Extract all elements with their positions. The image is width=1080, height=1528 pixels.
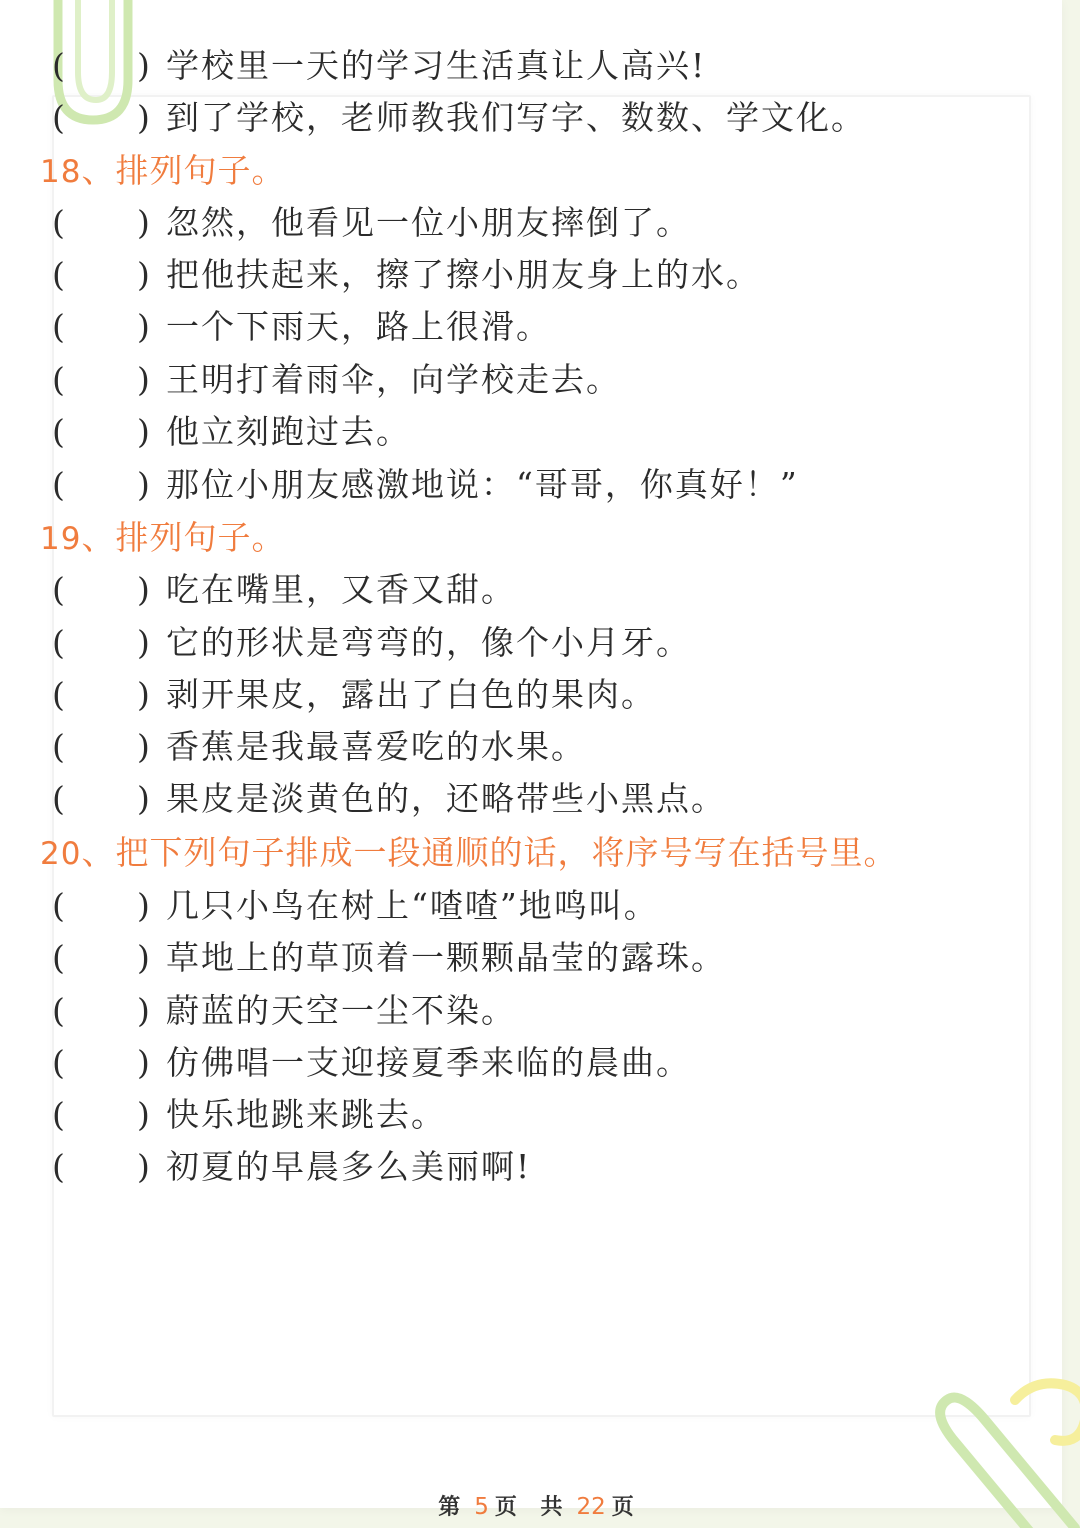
answer-bracket-open[interactable]: ( [52, 623, 67, 662]
answer-bracket-close[interactable]: ) [137, 465, 152, 504]
answer-bracket-close[interactable]: ) [137, 1147, 152, 1186]
answer-bracket-open[interactable]: ( [52, 1095, 67, 1134]
sentence-text: 吃在嘴里，又香又甜。 [166, 570, 516, 609]
answer-bracket-open[interactable]: ( [52, 991, 67, 1030]
question-heading-18 [40, 145, 285, 197]
sentence-text: 仿佛唱一支迎接夏季来临的晨曲。 [166, 1043, 691, 1082]
answer-bracket-open[interactable]: ( [52, 675, 67, 714]
footer-middle: 页 共 [494, 1494, 571, 1520]
question-heading-19 [40, 512, 285, 564]
answer-bracket-close[interactable]: ) [137, 46, 152, 85]
answer-bracket-open[interactable]: ( [52, 779, 67, 818]
answer-bracket-close[interactable]: ) [137, 1095, 152, 1134]
sentence-text: 草地上的草顶着一颗颗晶莹的露珠。 [166, 938, 726, 977]
sentence-text: 快乐地跳来跳去。 [166, 1095, 446, 1134]
answer-bracket-close[interactable]: ) [137, 203, 152, 242]
answer-bracket-close[interactable]: ) [137, 886, 152, 925]
sentence-text: 学校里一天的学习生活真让人高兴! [166, 46, 707, 85]
sentence-text: 几只小鸟在树上“喳喳”地鸣叫。 [166, 886, 659, 925]
question-heading-20 [40, 827, 897, 879]
answer-bracket-open[interactable]: ( [52, 1043, 67, 1082]
answer-bracket-close[interactable]: ) [137, 255, 152, 294]
footer-suffix: 页 [611, 1494, 642, 1520]
question-title: 、把下列句子排成一段通顺的话，将序号写在括号里。 [81, 833, 898, 872]
answer-bracket-open[interactable]: ( [52, 307, 67, 346]
sentence-text: 初夏的早晨多么美丽啊! [166, 1147, 532, 1186]
current-page-number: 5 [474, 1494, 489, 1520]
answer-bracket-open[interactable]: ( [52, 255, 67, 294]
answer-bracket-close[interactable]: ) [137, 98, 152, 137]
sentence-text: 果皮是淡黄色的，还略带些小黑点。 [166, 779, 726, 818]
sentence-text: 把他扶起来，擦了擦小朋友身上的水。 [166, 255, 761, 294]
footer-prefix: 第 [438, 1494, 469, 1520]
answer-bracket-open[interactable]: ( [52, 203, 67, 242]
sentence-text: 王明打着雨伞，向学校走去。 [166, 360, 621, 399]
answer-bracket-close[interactable]: ) [137, 675, 152, 714]
sentence-text: 他立刻跑过去。 [166, 412, 411, 451]
sentence-text: 那位小朋友感激地说：“哥哥，你真好！” [166, 465, 799, 504]
total-page-count: 22 [576, 1494, 606, 1520]
sentence-text: 蔚蓝的天空一尘不染。 [166, 991, 516, 1030]
question-number: 18 [40, 154, 82, 190]
sentence-text: 香蕉是我最喜爱吃的水果。 [166, 727, 586, 766]
answer-bracket-open[interactable]: ( [52, 886, 67, 925]
sentence-text: 忽然，他看见一位小朋友摔倒了。 [166, 203, 691, 242]
question-number: 19 [40, 521, 82, 557]
question-title: 、排列句子。 [81, 151, 286, 190]
answer-bracket-open[interactable]: ( [52, 412, 67, 451]
answer-bracket-open[interactable]: ( [52, 360, 67, 399]
page-footer [0, 1490, 1080, 1524]
answer-bracket-open[interactable]: ( [52, 1147, 67, 1186]
answer-bracket-open[interactable]: ( [52, 98, 67, 137]
question-number: 20 [40, 836, 82, 872]
answer-bracket-open[interactable]: ( [52, 938, 67, 977]
answer-bracket-open[interactable]: ( [52, 727, 67, 766]
answer-bracket-close[interactable]: ) [137, 307, 152, 346]
answer-bracket-close[interactable]: ) [137, 991, 152, 1030]
sentence-text: 剥开果皮，露出了白色的果肉。 [166, 675, 656, 714]
answer-bracket-open[interactable]: ( [52, 570, 67, 609]
answer-bracket-close[interactable]: ) [137, 779, 152, 818]
question-title: 、排列句子。 [81, 518, 286, 557]
answer-bracket-close[interactable]: ) [137, 570, 152, 609]
answer-bracket-close[interactable]: ) [137, 623, 152, 662]
sentence-text: 一个下雨天，路上很滑。 [166, 307, 551, 346]
answer-bracket-close[interactable]: ) [137, 727, 152, 766]
answer-bracket-close[interactable]: ) [137, 412, 152, 451]
answer-bracket-open[interactable]: ( [52, 465, 67, 504]
sentence-text: 它的形状是弯弯的，像个小月牙。 [166, 623, 691, 662]
answer-bracket-close[interactable]: ) [137, 938, 152, 977]
sentence-text: 到了学校，老师教我们写字、数数、学文化。 [166, 98, 866, 137]
answer-bracket-open[interactable]: ( [52, 46, 67, 85]
answer-bracket-close[interactable]: ) [137, 1043, 152, 1082]
answer-bracket-close[interactable]: ) [137, 360, 152, 399]
